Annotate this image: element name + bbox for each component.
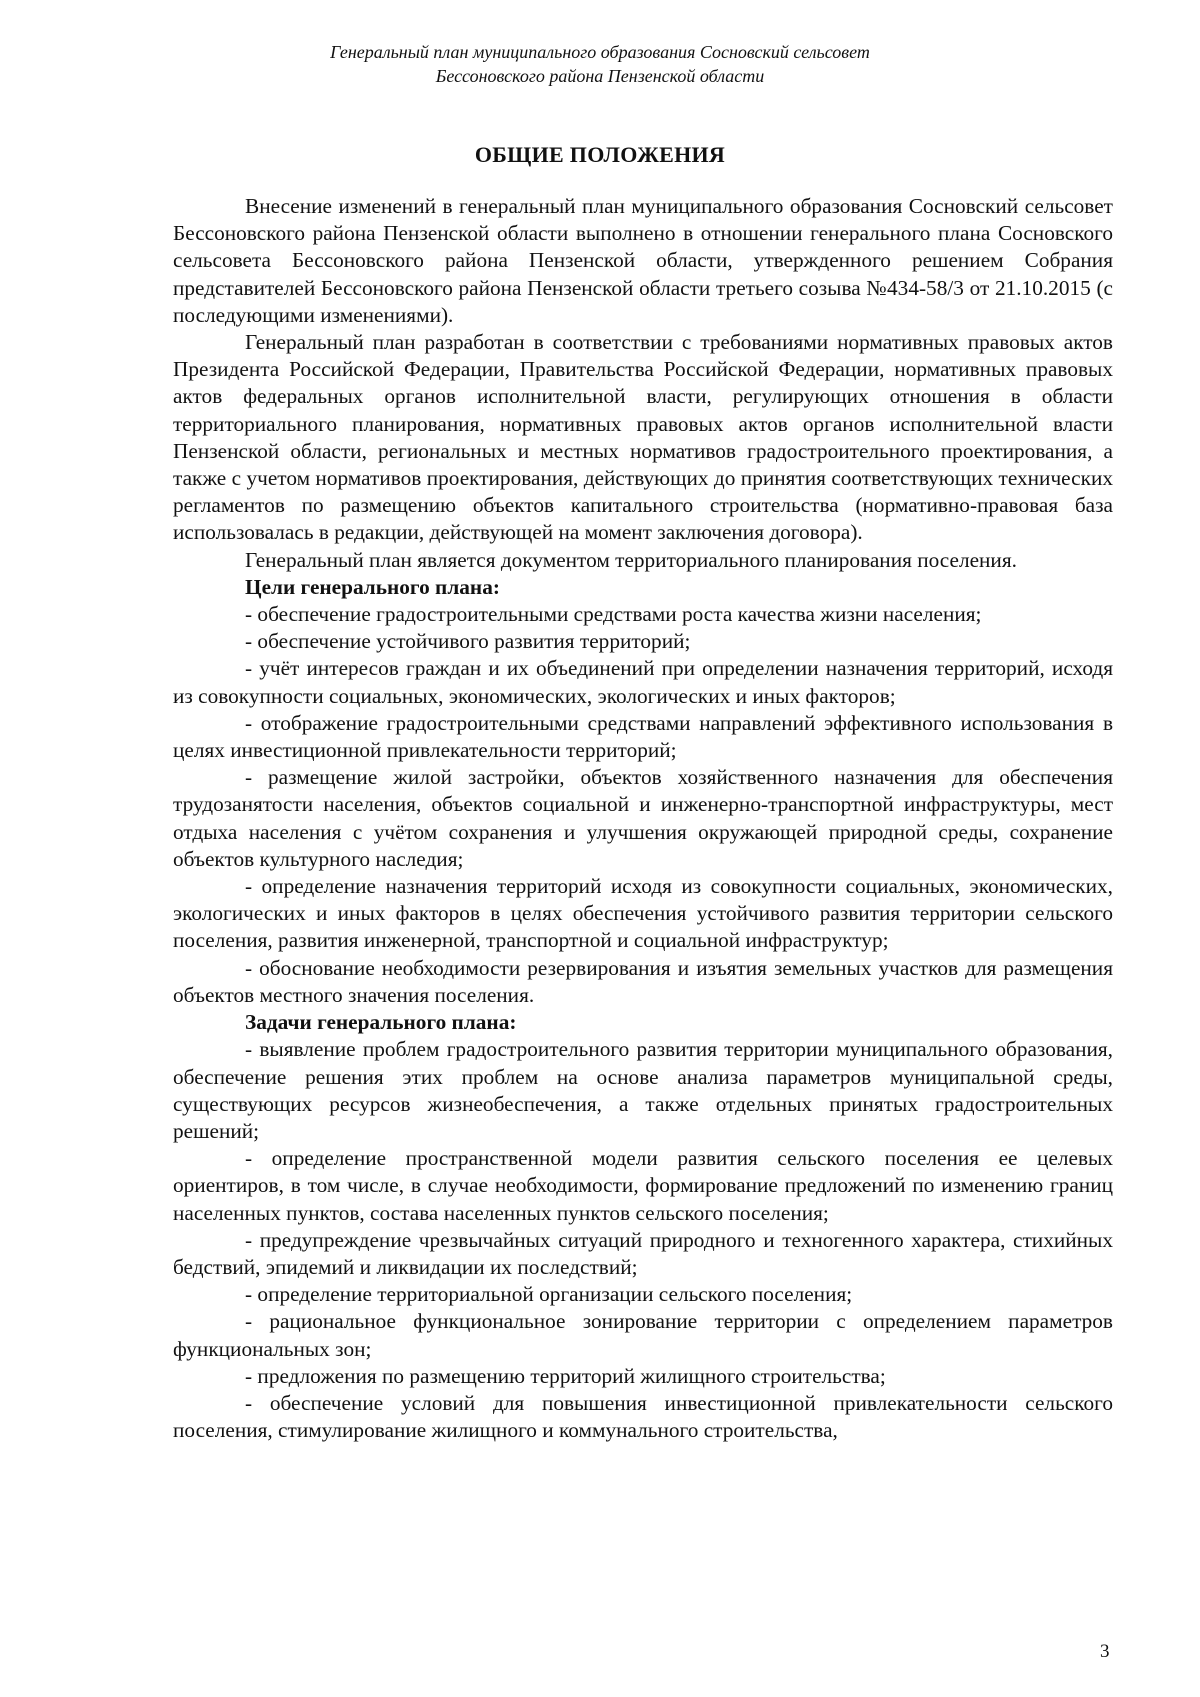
goal-item: - обеспечение градостроительными средствами роста качества жизни населения;: [245, 602, 982, 627]
task-item: - определение территориальной организации сельского поселения;: [245, 1282, 853, 1307]
task-item: - рациональное функциональное зонирование территории с определением параметров функциональных зон;: [173, 1309, 1113, 1361]
goal-item: - учёт интересов граждан и их объединений при определении назначения территорий, исходя из совокупности социальных, экономических, экологических и иных факторов;: [173, 656, 1113, 708]
task-item: - выявление проблем градостроительного развития территории муниципального образования, обеспечение решения этих проблем на основе анализа параметров муниципальной среды, существующих ресурсов жизнеобеспечения, а также отдельных принятых градостроительных решений;: [173, 1037, 1113, 1143]
section-title: ОБЩИЕ ПОЛОЖЕНИЯ: [474, 142, 726, 167]
running-header: [0, 40, 1200, 88]
goal-item: - обоснование необходимости резервирования и изъятия земельных участков для размещения объектов местного значения поселения.: [173, 955, 1113, 1007]
goal-item: - определение назначения территорий исходя из совокупности социальных, экономических, экологических и иных факторов в целях обеспечения устойчивого развития территории сельского поселения, развития инженерной, транспортной и социальной инфраструктур;: [173, 874, 1113, 953]
task-item: - обеспечение условий для повышения инвестиционной привлекательности сельского поселения, стимулирование жилищного и коммунального строительства,: [173, 1390, 1113, 1443]
page-number: 3: [1100, 1641, 1110, 1662]
task-item: - определение пространственной модели развития сельского поселения ее целевых ориентиров, в том числе, в случае необходимости, формирование предложений по изменению границ населенных пунктов, состава населенных пунктов сельского поселения;: [173, 1146, 1113, 1225]
header-line-1: Генеральный план муниципального образования Сосновский сельсовет: [330, 42, 870, 62]
goals-heading: Цели генерального плана:: [245, 574, 500, 599]
tasks-heading: Задачи генерального плана:: [245, 1010, 517, 1035]
header-line-2: Бессоновского района Пензенской области: [435, 66, 765, 86]
goal-item: - размещение жилой застройки, объектов хозяйственного назначения для обеспечения трудозанятости населения, объектов социальной и инженерно-транспортной инфраструктуры, мест отдыха населения с учётом сохранения и улучшения окружающей природной среды, сохранение объектов культурного наследия;: [173, 765, 1113, 871]
document-body: [173, 193, 1113, 1444]
goal-item: - обеспечение устойчивого развития территорий;: [245, 629, 691, 654]
intro-paragraph-3: Генеральный план является документом территориального планирования поселения.: [245, 547, 1017, 572]
task-item: - предложения по размещению территорий жилищного строительства;: [245, 1363, 886, 1388]
intro-paragraph-1: Внесение изменений в генеральный план муниципального образования Сосновский сельсовет Бессоновского района Пензенской области выполнено в отношении генерального плана Сосновского сельсовета Бессоновского района Пензенской области, утвержденного решением Собрания представителей Бессоновского района Пензенской области третьего созыва №434-58/3 от 21.10.2015 (с последующими изменениями).: [173, 194, 1113, 327]
task-item: - предупреждение чрезвычайных ситуаций природного и техногенного характера, стихийных бедствий, эпидемий и ликвидации их последствий;: [173, 1227, 1113, 1279]
intro-paragraph-2: Генеральный план разработан в соответствии с требованиями нормативных правовых актов Президента Российской Федерации, Правительства Российской Федерации, нормативных правовых актов федеральных органов исполнительной власти, регулирующих отношения в области территориального планирования, нормативных правовых актов органов исполнительной власти Пензенской области, региональных и местных нормативов градостроительного проектирования, а также с учетом нормативов проектирования, действующих до принятия соответствующих технических регламентов по размещению объектов капитального строительства (нормативно-правовая база использовалась в редакции, действующей на момент заключения договора).: [173, 330, 1113, 545]
goal-item: - отображение градостроительными средствами направлений эффективного использования в целях инвестиционной привлекательности территорий;: [173, 710, 1113, 763]
